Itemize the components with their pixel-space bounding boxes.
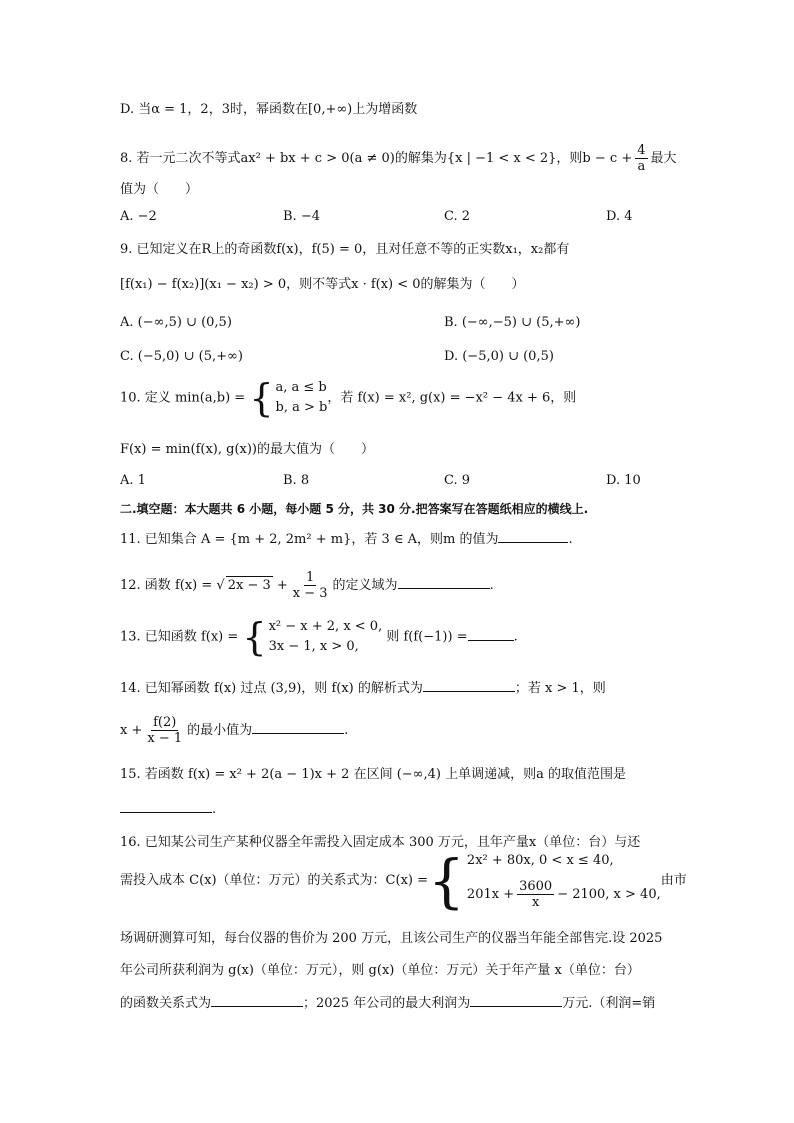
q14-line1-a: 14. 已知幂函数 f(x) 过点 (3,9)，则 f(x) 的解析式为 (120, 681, 423, 696)
q10-option-d: D. 10 (606, 473, 641, 488)
q12-answer-blank[interactable] (398, 576, 490, 589)
q16-answer-blank-2[interactable] (470, 994, 562, 1007)
q16-case2 (467, 879, 661, 910)
q10-case2: b, a > b (275, 400, 328, 415)
q16-case2-b: − 2100, x > 40, (557, 887, 661, 902)
q12-sqrt: 2x − 3 (227, 578, 271, 593)
q12-question (120, 570, 680, 601)
q14-frac-den: x − 1 (147, 731, 183, 746)
q16-case2-den: x (531, 895, 540, 910)
q8-option-a: A. −2 (120, 209, 157, 224)
q16-question-line2 (120, 847, 687, 915)
q14-fraction (145, 715, 184, 746)
q10-question-line1 (120, 378, 680, 418)
q12-end: . (489, 578, 494, 593)
q13-answer-blank[interactable] (468, 628, 514, 641)
q8-option-b: B. −4 (283, 209, 320, 224)
q14-end: . (344, 723, 349, 738)
q10-option-b: B. 8 (283, 473, 310, 488)
q16-case1: 2x² + 80x, 0 < x ≤ 40, (466, 853, 614, 868)
q10-suffix: ，若 f(x) = x², g(x) = −x² − 4x + 6，则 (327, 390, 577, 406)
q12-plus: + (276, 578, 288, 593)
q15-question: 15. 若函数 f(x) = x² + 2(a − 1)x + 2 在区间 (−∞,4) 上单调递减，则a 的取值范围是 (120, 767, 626, 782)
q9-option-c: C. (−5,0) ∪ (5,+∞) (120, 349, 243, 364)
q12-frac-den: x − 3 (292, 586, 328, 601)
q14-frac-num: f(2) (153, 715, 177, 730)
q14-line1-b: ；若 x > 1，则 (514, 681, 606, 696)
q14-answer-blank-2[interactable] (252, 721, 344, 734)
q11-end: . (568, 532, 573, 547)
q13-brace: { (242, 615, 267, 659)
q16-question-line5 (120, 994, 680, 1013)
q13-end: . (513, 629, 518, 645)
q8-option-d: D. 4 (606, 209, 633, 224)
q16-question-line1: 16. 已知某公司生产某种仪器全年需投入固定成本 300 万元，且年产量x（单位：台）与还 (120, 835, 641, 850)
q10-case1: a, a ≤ b (275, 380, 327, 395)
q10-prefix: 10. 定义 min(a,b) = (120, 390, 246, 406)
q8-fraction (635, 143, 647, 174)
q13-question (120, 617, 680, 657)
q10-option-a: A. 1 (120, 473, 146, 488)
q8-text-a: 8. 若一元二次不等式ax² + bx + c > 0(a ≠ 0)的解集为{x | −1 < x < 2}，则b − c + (120, 151, 633, 166)
q14-question-line1 (120, 679, 680, 698)
q12-text-b: 的定义域为 (332, 578, 398, 593)
q16-line2-b: 由市 (660, 873, 687, 888)
q15-answer-blank[interactable] (120, 800, 212, 813)
q15-end: . (212, 802, 217, 817)
q16-line2-a: 需投入成本 C(x)（单位：万元）的关系式为：C(x) = (120, 873, 429, 888)
q16-case2-fraction (517, 879, 554, 910)
q16-question-line3: 场调研测算可知，每台仪器的售价为 200 万元，且该公司生产的仪器当年能全部售完.设 2025 (120, 931, 663, 946)
q8-question-line2: 值为（ ） (120, 182, 199, 197)
q10-question-line2: F(x) = min(f(x), g(x))的最大值为（ ） (120, 442, 375, 457)
q16-line5-c: 万元.（利润=销 (562, 996, 656, 1011)
q12-fraction (291, 570, 330, 601)
q14-line2-b: 的最小值为 (187, 723, 253, 738)
section2-title: 二.填空题：本大题共 6 小题，每小题 5 分，共 30 分.把答案写在答题纸相应的横线上. (120, 502, 589, 516)
q16-line5-b: ；2025 年公司的最大利润为 (303, 996, 471, 1011)
q8-option-c: C. 2 (444, 209, 471, 224)
q16-line5-a: 的函数关系式为 (120, 996, 212, 1011)
q11-text: 11. 已知集合 A = {m + 2, 2m² + m}，若 3 ∈ A，则m 的值为 (120, 532, 499, 547)
q16-answer-blank-1[interactable] (211, 994, 303, 1007)
q11-answer-blank[interactable] (498, 530, 568, 543)
q9-question-line2: [f(x₁) − f(x₂)](x₁ − x₂) > 0，则不等式x · f(x) < 0的解集为（ ） (120, 277, 525, 292)
q7-option-d: D. 当α = 1，2，3时，幂函数在[0,+∞)上为增函数 (120, 102, 418, 117)
q16-piecewise (428, 847, 661, 915)
q9-option-d: D. (−5,0) ∪ (0,5) (444, 349, 554, 364)
q9-option-b: B. (−∞,−5) ∪ (5,+∞) (444, 315, 581, 330)
q14-answer-blank-1[interactable] (423, 679, 515, 692)
q12-text-a: 12. 函数 f(x) = (120, 578, 213, 593)
q12-frac-num: 1 (306, 570, 315, 585)
q9-option-a: A. (−∞,5) ∪ (0,5) (120, 315, 232, 330)
sqrt-icon: √ (216, 578, 225, 593)
q8-question-line1 (120, 143, 680, 174)
q15-answer-line (120, 800, 680, 819)
q14-question-line2 (120, 715, 680, 746)
q10-brace: { (249, 376, 274, 420)
q11-question (120, 530, 680, 549)
q14-line2-a: x + (120, 723, 143, 738)
q10-piecewise (249, 378, 327, 418)
q16-case2-num: 3600 (519, 879, 553, 894)
q8-text-b: 最大 (650, 151, 677, 166)
q13-text-a: 13. 已知函数 f(x) = (120, 629, 239, 645)
q13-text-b: 则 f(f(−1)) = (386, 629, 468, 645)
q16-brace: { (428, 847, 465, 915)
q13-case2: 3x − 1, x > 0, (268, 639, 359, 654)
q13-case1: x² − x + 2, x < 0, (268, 619, 383, 634)
q8-frac-den: a (637, 159, 646, 174)
q9-question-line1: 9. 已知定义在R上的奇函数f(x)，f(5) = 0，且对任意不等的正实数x₁，x₂都有 (120, 242, 570, 257)
q8-frac-num: 4 (637, 143, 646, 158)
q16-question-line4: 年公司所获利润为 g(x)（单位：万元），则 g(x)（单位：万元）关于年产量 x（单位：台） (120, 963, 640, 978)
q16-case2-a: 201x + (466, 887, 515, 902)
q10-option-c: C. 9 (444, 473, 471, 488)
q13-piecewise (242, 617, 382, 657)
